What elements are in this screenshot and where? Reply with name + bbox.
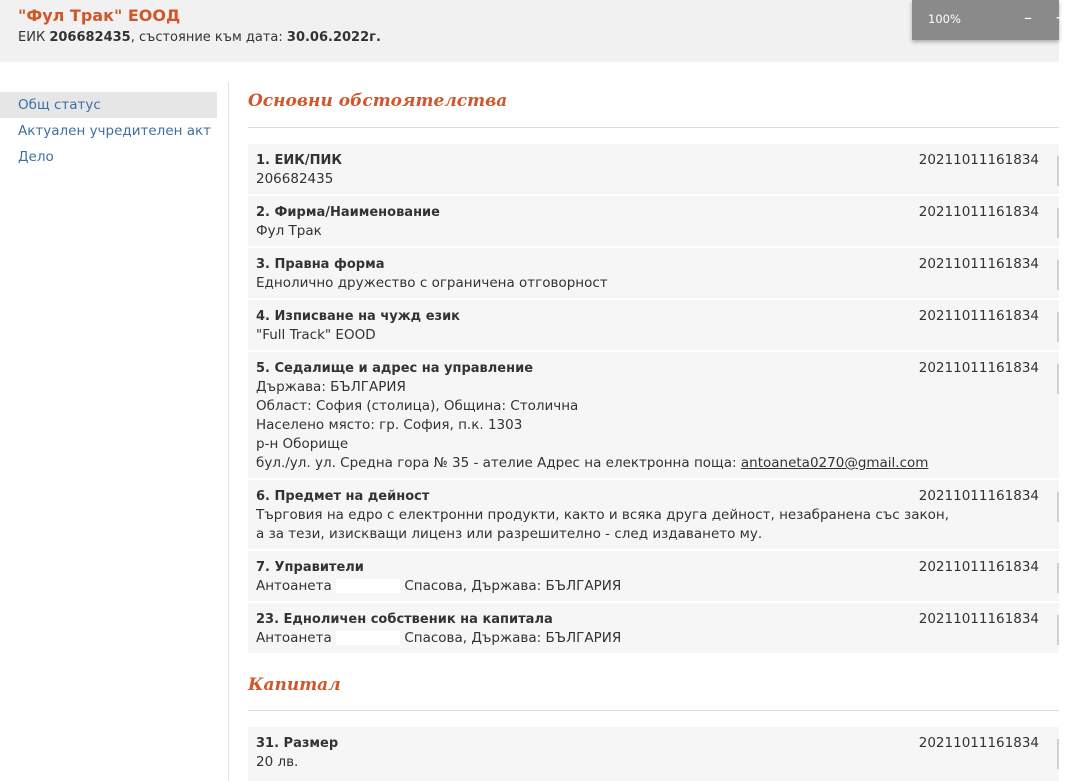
record-eik: [248, 144, 1059, 194]
eik-label: ЕИК: [18, 30, 46, 45]
sidebar-item-case[interactable]: Дело: [18, 149, 54, 165]
record-edge: [1057, 312, 1059, 342]
record-district: р-н Оборище: [256, 436, 349, 452]
record-value: Еднолично дружество с ограничена отговорност: [256, 275, 608, 291]
record-label: 6. Предмет на дейност: [256, 489, 430, 504]
record-label: 31. Размер: [256, 736, 339, 751]
record-entry-id: 20211011161834: [918, 488, 1039, 504]
record-entry-id: 20211011161834: [918, 735, 1039, 751]
record-street: [256, 454, 1059, 473]
record-managers: [248, 551, 1059, 601]
record-value: [256, 629, 1059, 648]
record-value: "Full Track" EOOD: [256, 327, 376, 343]
section-title-capital: Капитал: [248, 675, 341, 695]
section-title-main: Основни обстоятелства: [248, 91, 508, 111]
owner-first-name: Антоанета: [256, 630, 332, 646]
record-label: 4. Изписване на чужд език: [256, 309, 461, 324]
record-value: Търговия на едро с електронни продукти, както и всяка друга дейност, незабранена със закон,: [256, 507, 949, 523]
record-edge: [1057, 364, 1059, 394]
record-sole-owner: [248, 603, 1059, 653]
record-entry-id: 20211011161834: [918, 308, 1039, 324]
zoom-level: 100%: [928, 12, 961, 26]
record-edge: [1057, 260, 1059, 290]
record-address: [248, 352, 1059, 478]
zoom-in-button[interactable]: +: [1055, 8, 1068, 27]
record-label: 3. Правна форма: [256, 257, 385, 272]
record-foreign-name: [248, 300, 1059, 350]
record-country: Държава: БЪЛГАРИЯ: [256, 379, 406, 395]
record-value: а за тези, изискващи лиценз или разрешително - след издаването му.: [256, 526, 763, 542]
manager-rest: Спасова, Държава: БЪЛГАРИЯ: [404, 578, 622, 594]
record-value: [256, 577, 1059, 596]
record-company-name: [248, 196, 1059, 246]
record-edge: [1057, 156, 1059, 186]
company-header: [0, 0, 1059, 62]
redacted-block: [336, 579, 400, 593]
section-divider: [248, 127, 1059, 128]
record-business-activity: [248, 480, 1059, 549]
sidebar-item-general-status[interactable]: Общ статус: [0, 92, 217, 118]
record-edge: [1057, 492, 1059, 522]
company-status-line: [18, 30, 381, 45]
email-link[interactable]: antoaneta0270@gmail.com: [740, 455, 929, 471]
record-edge: [1057, 615, 1059, 645]
record-label: 23. Едноличен собственик на капитала: [256, 612, 553, 627]
record-entry-id: 20211011161834: [918, 152, 1039, 168]
record-edge: [1057, 563, 1059, 593]
record-entry-id: 20211011161834: [918, 360, 1039, 376]
sidebar-divider: [228, 82, 229, 781]
record-label: 1. ЕИК/ПИК: [256, 153, 343, 168]
record-city: Населено място: гр. София, п.к. 1303: [256, 417, 523, 433]
sidebar-item-founding-act[interactable]: Актуален учредителен акт: [18, 123, 212, 139]
date-label: , състояние към дата:: [130, 30, 283, 45]
record-entry-id: 20211011161834: [918, 256, 1039, 272]
zoom-out-button[interactable]: –: [1024, 8, 1032, 27]
record-label: 7. Управители: [256, 560, 364, 575]
record-label: 2. Фирма/Наименование: [256, 205, 440, 220]
date-value: 30.06.2022г.: [286, 30, 381, 45]
record-label: 5. Седалище и адрес на управление: [256, 361, 534, 376]
sidebar: [0, 92, 217, 170]
record-region: Област: София (столица), Община: Столична: [256, 398, 579, 414]
section-divider: [248, 710, 1059, 711]
manager-first-name: Антоанета: [256, 578, 332, 594]
record-edge: [1057, 739, 1059, 769]
owner-rest: Спасова, Държава: БЪЛГАРИЯ: [404, 630, 622, 646]
company-name: "Фул Трак" ЕООД: [18, 6, 181, 25]
record-value: 20 лв.: [256, 754, 299, 770]
record-capital-amount: [248, 727, 1059, 781]
record-value: 206682435: [256, 171, 334, 187]
record-entry-id: 20211011161834: [918, 204, 1039, 220]
redacted-block: [336, 631, 400, 645]
record-value: Фул Трак: [256, 223, 322, 239]
record-street-text: бул./ул. ул. Средна гора № 35 - ателие Адрес на електронна поща:: [256, 455, 741, 471]
eik-value: 206682435: [49, 30, 131, 45]
zoom-control: [912, 0, 1068, 40]
record-edge: [1057, 208, 1059, 238]
record-entry-id: 20211011161834: [918, 611, 1039, 627]
record-entry-id: 20211011161834: [918, 559, 1039, 575]
record-legal-form: [248, 248, 1059, 298]
